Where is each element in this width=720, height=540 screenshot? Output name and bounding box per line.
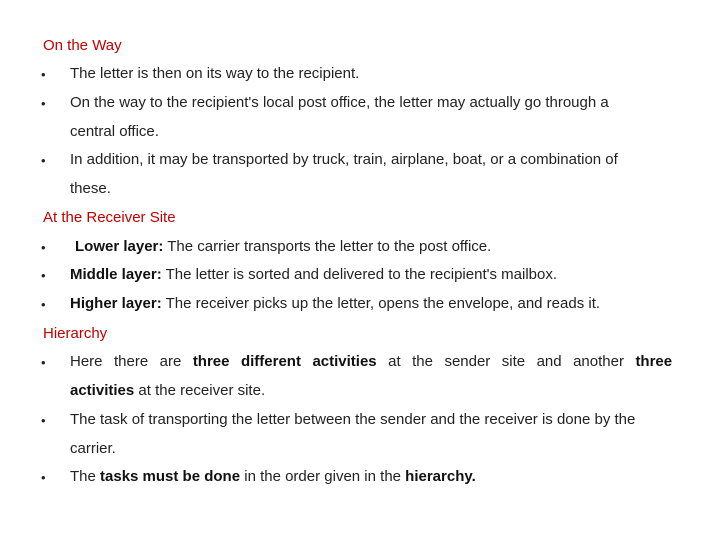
on-the-way-bullet-1: The letter is then on its way to the recipient. [70, 65, 360, 82]
hierarchy-bullet-1-line-2: activities at the receiver site. [70, 382, 266, 399]
on-the-way-bullet-2-line-2: central office. [70, 123, 159, 140]
bullet-marker: • [41, 355, 46, 370]
bullet-marker: • [41, 413, 46, 428]
heading-receiver-site: At the Receiver Site [43, 209, 176, 226]
middle-layer-label: Middle layer: [70, 266, 162, 283]
heading-on-the-way: On the Way [43, 37, 122, 54]
bullet-marker: • [41, 67, 46, 82]
lower-layer-text: The carrier transports the letter to the post office. [163, 238, 492, 255]
on-the-way-bullet-3-line-1: In addition, it may be transported by truck, train, airplane, boat, or a combination of [70, 151, 618, 168]
bullet-marker: • [41, 153, 46, 168]
receiver-lower-layer [75, 239, 491, 255]
bullet-marker: • [41, 297, 46, 312]
higher-layer-text: The receiver picks up the letter, opens the envelope, and reads it. [161, 295, 601, 312]
bullet-marker: • [41, 268, 46, 283]
heading-hierarchy: Hierarchy [43, 325, 108, 342]
bullet-marker: • [41, 96, 46, 111]
on-the-way-bullet-2-line-1: On the way to the recipient's local post office, the letter may actually go through a [70, 94, 609, 111]
receiver-higher-layer [70, 296, 600, 312]
hierarchy-bullet-2-line-2: carrier. [70, 440, 116, 457]
hierarchy-bullet-1-line-1: Here there are three different activities at the sender site and another three [70, 353, 673, 370]
lower-layer-label: Lower layer: [75, 238, 164, 255]
hierarchy-bullet-2-line-1: The task of transporting the letter between the sender and the receiver is done by the [70, 411, 636, 428]
receiver-middle-layer [70, 267, 557, 283]
on-the-way-bullet-3-line-2: these. [70, 180, 111, 197]
bullet-marker: • [41, 470, 46, 485]
hierarchy-bullet-3: The tasks must be done in the order given in the hierarchy. [70, 468, 476, 485]
higher-layer-label: Higher layer: [70, 295, 162, 312]
bullet-marker: • [41, 240, 46, 255]
middle-layer-text: The letter is sorted and delivered to the recipient's mailbox. [161, 266, 557, 283]
